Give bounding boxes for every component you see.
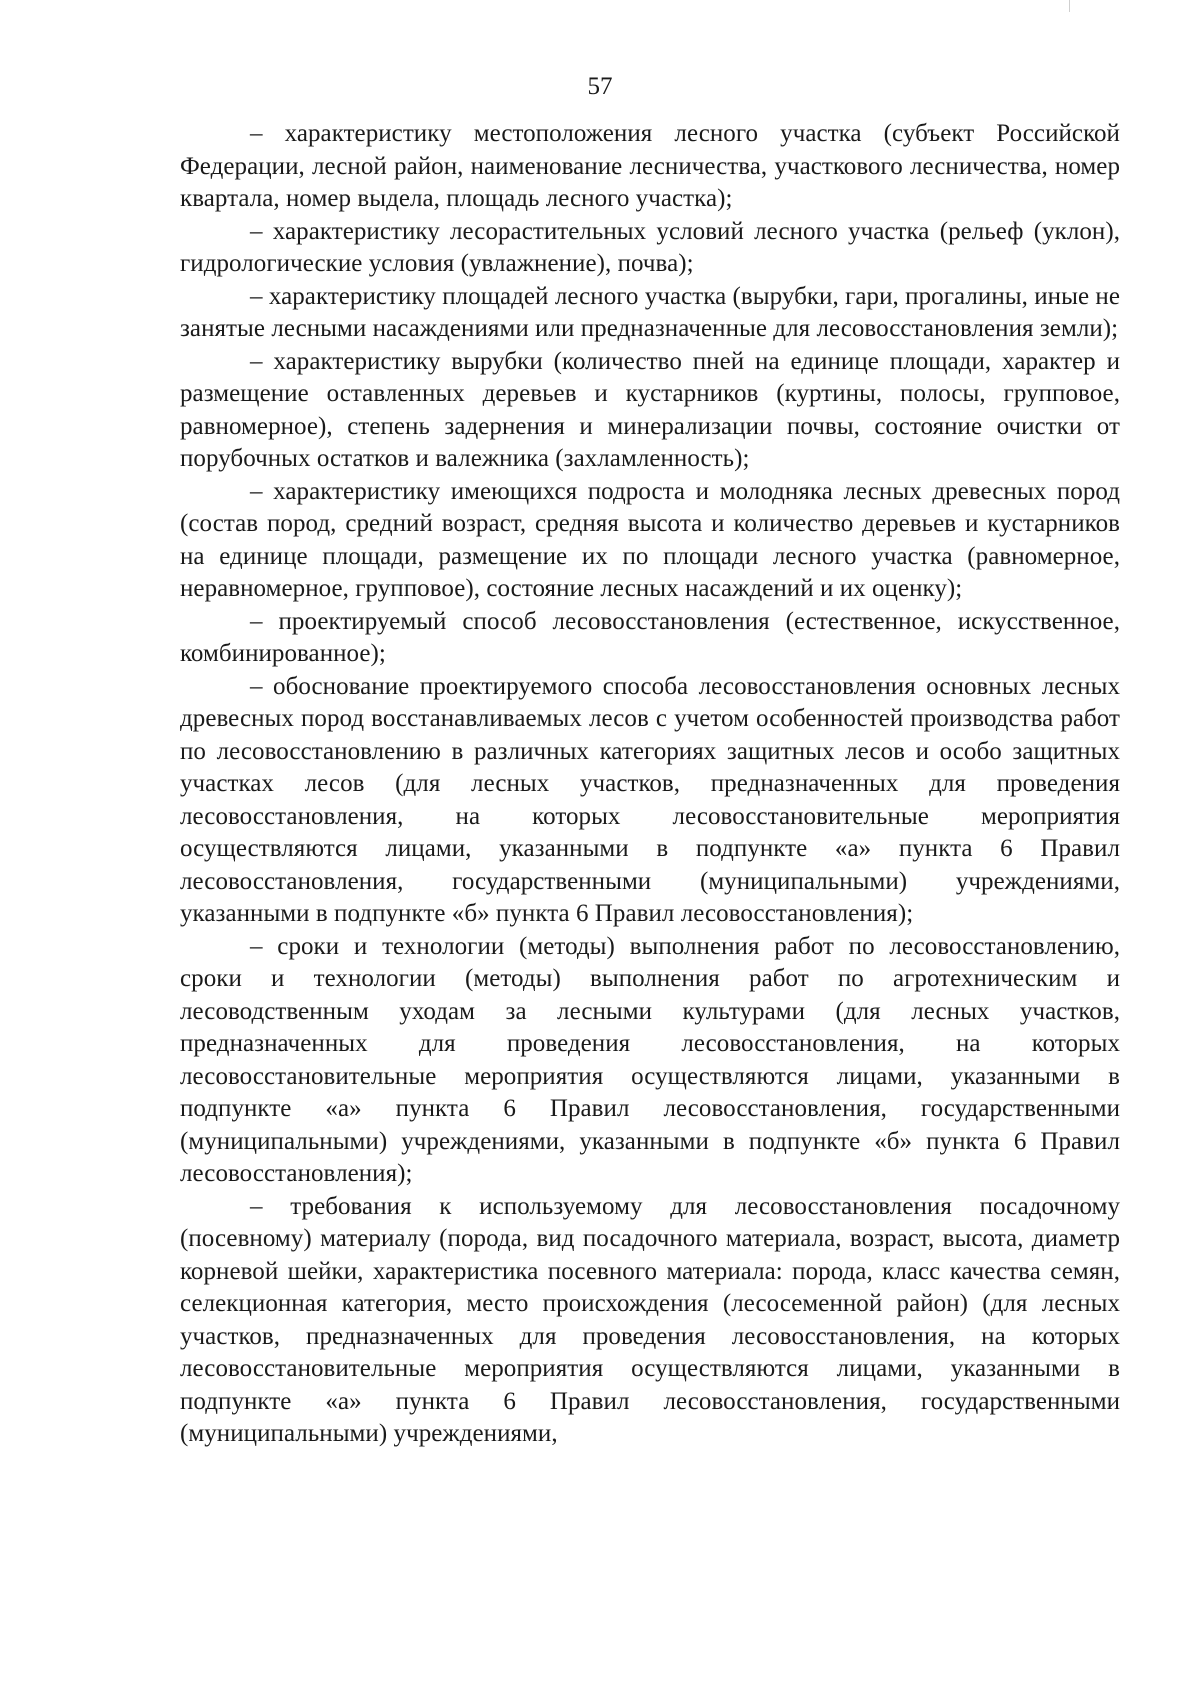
paragraph-terms-technologies: – сроки и технологии (методы) выполнения работ по лесовосстановлению, сроки и технологии (методы) выполнения работ по агротехническим и лесоводственным уходам за лесными культурами (для лесных участков, предназначенных для проведения лесовосстановления, на которых лесовосстановительные мероприятия осуществляются лицами, указанными в подпункте «а» пункта 6 Правил лесовосстановления, государственными (муниципальными) учреждениями, указанными в подпункте «б» пункта 6 Правил лесовосстановления); [180, 932, 1120, 1187]
paragraph-growing-conditions: – характеристику лесорастительных условий лесного участка (рельеф (уклон), гидрологические условия (увлажнение), почва); [180, 217, 1120, 277]
paragraph-method: – проектируемый способ лесовосстановления (естественное, искусственное, комбинированное); [180, 607, 1120, 667]
paragraph-undergrowth: – характеристику имеющихся подроста и молодняка лесных древесных пород (состав пород, средний возраст, средняя высота и количество деревьев и кустарников на единице площади, размещение их по площади лесного участка (равномерное, неравномерное, групповое), состояние лесных насаждений и их оценку); [180, 477, 1120, 602]
paragraph-location: – характеристику местоположения лесного участка (субъект Российской Федерации, лесной район, наименование лесничества, участкового лесничества, номер квартала, номер выдела, площадь лесного участка); [180, 120, 1120, 212]
paragraph-areas: – характеристику площадей лесного участка (вырубки, гари, прогалины, иные не занятые лесными насаждениями или предназначенные для лесовосстановления земли); [180, 282, 1120, 342]
paragraph-clearing: – характеристику вырубки (количество пней на единице площади, характер и размещение оставленных деревьев и кустарников (куртины, полосы, групповое, равномерное), степень задернения и минерализации почвы, состояние очистки от порубочных остатков и валежника (захламленность); [180, 347, 1120, 472]
scan-edge-mark [1069, 0, 1070, 12]
document-body [180, 118, 1120, 1451]
paragraph-justification: – обоснование проектируемого способа лесовосстановления основных лесных древесных пород восстанавливаемых лесов с учетом особенностей производства работ по лесовосстановлению в различных категориях защитных лесов и особо защитных участках лесов (для лесных участков, предназначенных для проведения лесовосстановления, на которых лесовосстановительные мероприятия осуществляются лицами, указанными в подпункте «а» пункта 6 Правил лесовосстановления, государственными (муниципальными) учреждениями, указанными в подпункте «б» пункта 6 Правил лесовосстановления); [180, 672, 1120, 927]
paragraph-planting-material: – требования к используемому для лесовосстановления посадочному (посевному) материалу (порода, вид посадочного материала, возраст, высота, диаметр корневой шейки, характеристика посевного материала: порода, класс качества семян, селекционная категория, место происхождения (лесосеменной район) (для лесных участков, предназначенных для проведения лесовосстановления, на которых лесовосстановительные мероприятия осуществляются лицами, указанными в подпункте «а» пункта 6 Правил лесовосстановления, государственными (муниципальными) учреждениями, [180, 1192, 1120, 1447]
page-number: 57 [587, 73, 613, 100]
